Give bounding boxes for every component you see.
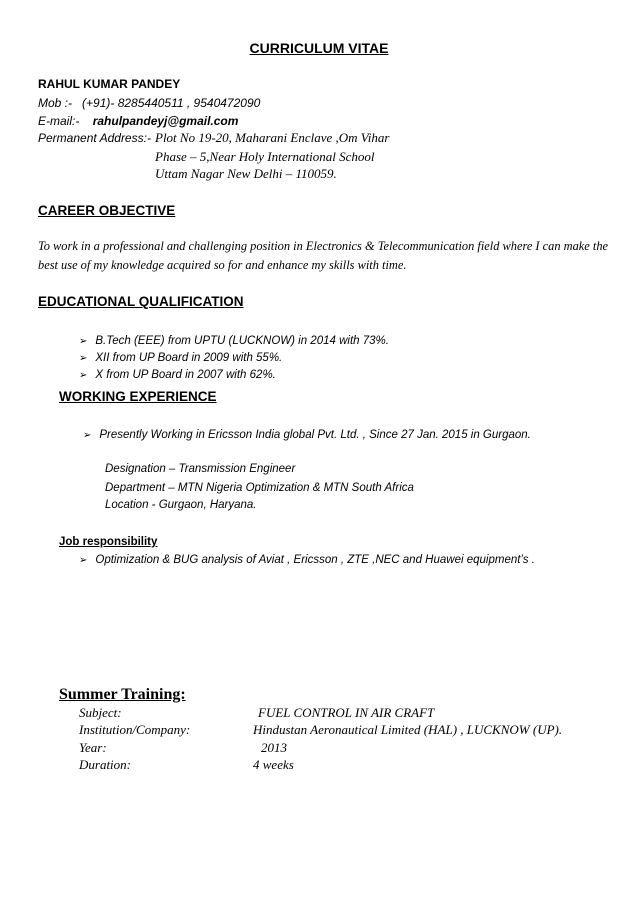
- address-line: Plot No 19-20, Maharani Enclave ,Om Vihar: [155, 130, 390, 145]
- job-responsibility-text: Optimization & BUG analysis of Aviat , Ericsson , ZTE ,NEC and Huawei equipment’s .: [95, 554, 535, 566]
- year-label: Year:: [79, 740, 107, 755]
- department: Department – MTN Nigeria Optimization & MTN South Africa: [105, 482, 414, 494]
- arrow-bullet-icon: ➢: [79, 370, 88, 381]
- education-item: [79, 335, 389, 347]
- year-value: 2013: [261, 740, 287, 755]
- career-objective-text: best use of my knowledge acquired so for and enhance my skills with time.: [38, 258, 407, 272]
- institution-label: Institution/Company:: [79, 722, 191, 737]
- current-employment: [83, 429, 531, 441]
- page-title: CURRICULUM VITAE: [249, 40, 389, 56]
- designation: Designation – Transmission Engineer: [105, 463, 296, 475]
- mobile-label: Mob :-: [38, 96, 73, 110]
- arrow-bullet-icon: ➢: [79, 555, 88, 566]
- subject-label: Subject:: [79, 705, 122, 720]
- arrow-bullet-icon: ➢: [79, 353, 88, 364]
- education-item-text: B.Tech (EEE) from UPTU (LUCKNOW) in 2014 with 73%.: [95, 335, 389, 347]
- summer-training-heading: Summer Training:: [59, 686, 186, 703]
- career-objective-text: To work in a professional and challenging position in Electronics & Telecommunication field where I can make the: [38, 239, 609, 253]
- mobile-value: (+91)- 8285440511 , 9540472090: [82, 96, 261, 110]
- email-label: E-mail:-: [38, 114, 80, 128]
- education-item: [79, 352, 282, 364]
- duration-label: Duration:: [79, 757, 131, 772]
- education-item: [79, 369, 276, 381]
- career-objective-heading: CAREER OBJECTIVE: [38, 203, 176, 218]
- education-item-text: X from UP Board in 2007 with 62%.: [95, 369, 276, 381]
- arrow-bullet-icon: ➢: [83, 430, 92, 441]
- education-heading: EDUCATIONAL QUALIFICATION: [38, 294, 244, 309]
- address-line: Phase – 5,Near Holy International School: [155, 149, 375, 164]
- email-value[interactable]: rahulpandeyj@gmail.com: [92, 114, 239, 128]
- arrow-bullet-icon: ➢: [79, 336, 88, 347]
- education-item-text: XII from UP Board in 2009 with 55%.: [95, 352, 283, 364]
- candidate-name: RAHUL KUMAR PANDEY: [38, 77, 181, 91]
- address-line: Uttam Nagar New Delhi – 110059.: [155, 166, 337, 181]
- job-responsibility-item: [79, 554, 535, 566]
- institution-value: Hindustan Aeronautical Limited (HAL) , LUCKNOW (UP).: [253, 722, 563, 737]
- mobile-line: [38, 96, 260, 110]
- current-employment-text: Presently Working in Ericsson India global Pvt. Ltd. , Since 27 Jan. 2015 in Gurgaon.: [99, 429, 531, 441]
- job-responsibility-heading: Job responsibility: [59, 536, 158, 548]
- subject-value: FUEL CONTROL IN AIR CRAFT: [258, 705, 435, 720]
- email-line: [38, 114, 238, 128]
- duration-value: 4 weeks: [253, 757, 294, 772]
- location: Location - Gurgaon, Haryana.: [105, 499, 257, 511]
- address-label: Permanent Address:-: [38, 131, 151, 145]
- work-experience-heading: WORKING EXPERIENCE: [59, 389, 217, 404]
